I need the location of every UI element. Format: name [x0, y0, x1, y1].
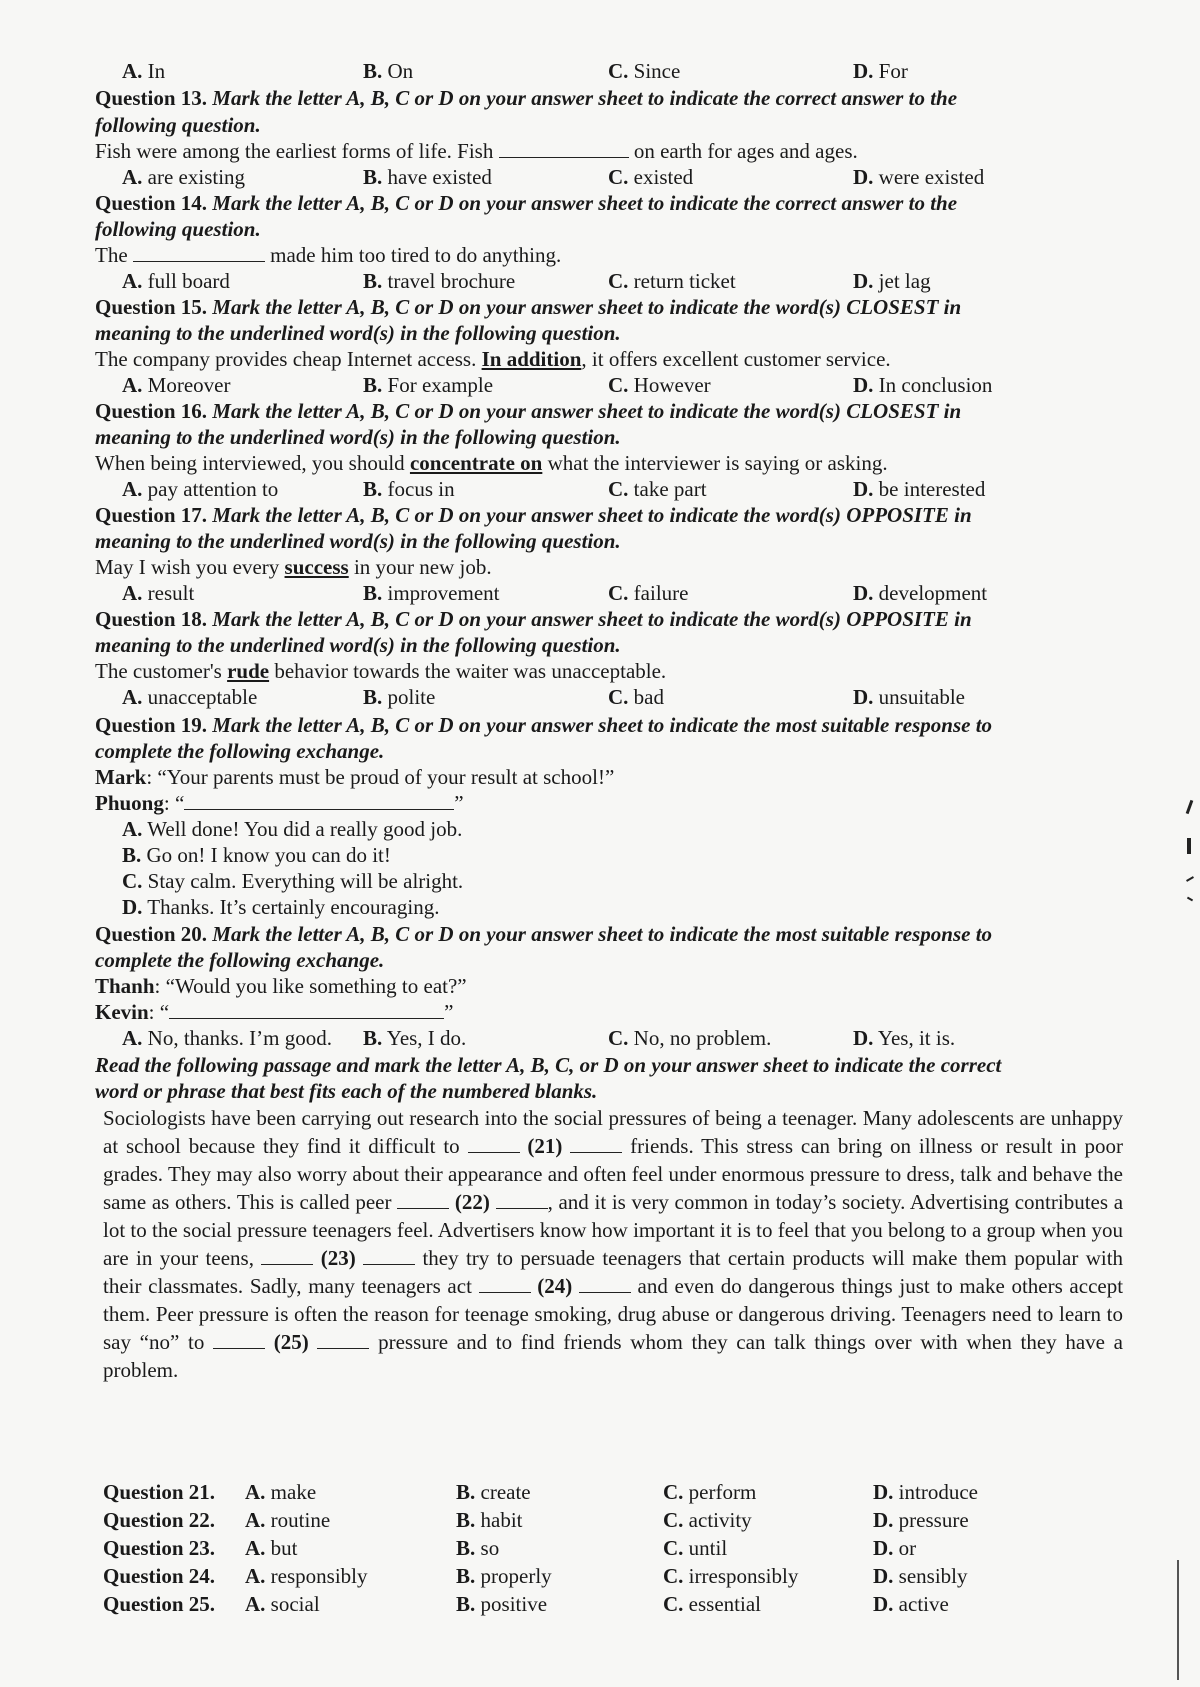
option-text: Yes, I do.: [386, 1026, 467, 1050]
quote-open: : “: [163, 791, 185, 815]
option-letter: B.: [363, 685, 383, 709]
question-instruction: complete the following exchange.: [95, 948, 385, 972]
q14-instruction-cont: [0, 215, 1200, 243]
q18-stem: [0, 657, 1200, 685]
q16-options: [0, 475, 1200, 503]
option-text: For: [878, 59, 908, 83]
option-text: responsibly: [270, 1564, 368, 1588]
q19-line2: [0, 789, 1200, 817]
option-letter: C.: [122, 869, 143, 893]
stem-text: on earth for ages and ages.: [633, 139, 858, 163]
answer-blank: [317, 1328, 369, 1349]
option-letter: D.: [873, 1592, 894, 1616]
option-text: pressure: [898, 1508, 969, 1532]
option-letter: B.: [363, 581, 383, 605]
question-number: Question 16.: [95, 399, 208, 423]
scan-edge-line: [1177, 1560, 1179, 1680]
option-letter: D.: [873, 1564, 894, 1588]
blank-number: (23): [320, 1246, 356, 1270]
passage-text: friends. This stress can bring on illness or result in poor grades. They may also worry about their appearance and often feel under enormous pressure to dress, talk and behave the same as others. This is called peer: [103, 1134, 1123, 1214]
option-letter: D.: [873, 1536, 894, 1560]
option-letter: A.: [122, 165, 143, 189]
option-letter: B.: [456, 1592, 476, 1616]
option-text: existed: [633, 165, 694, 189]
speaker-name: Kevin: [95, 1000, 149, 1024]
option-letter: B.: [122, 843, 142, 867]
option-letter: C.: [663, 1536, 684, 1560]
option-text: Go on! I know you can do it!: [146, 843, 391, 867]
dialogue-text: : “Your parents must be proud of your result at school!”: [146, 765, 615, 789]
question-instruction: Mark the letter A, B, C or D on your answer sheet to indicate the word(s) OPPOSITE in: [212, 503, 972, 527]
q13-instruction: [0, 84, 1200, 112]
option-text: or: [898, 1536, 917, 1560]
answer-blank: [579, 1272, 631, 1293]
q13-options: [0, 163, 1200, 191]
option-letter: A.: [245, 1508, 266, 1532]
option-letter: B.: [363, 373, 383, 397]
answer-blank: [479, 1272, 531, 1293]
answer-blank: [570, 1132, 622, 1153]
option-text: take part: [633, 477, 707, 501]
option-letter: D.: [853, 165, 874, 189]
blank-number: (24): [537, 1274, 573, 1298]
option-letter: B.: [456, 1564, 476, 1588]
option-letter: A.: [245, 1564, 266, 1588]
q19-instruction-cont: [0, 737, 1200, 765]
option-letter: C.: [663, 1564, 684, 1588]
stem-text: Fish were among the earliest forms of life. Fish: [95, 139, 494, 163]
option-text: No, no problem.: [633, 1026, 772, 1050]
option-letter: C.: [608, 477, 629, 501]
question-number: Question 21.: [103, 1480, 216, 1504]
quote-open: : “: [148, 1000, 170, 1024]
option-letter: B.: [363, 477, 383, 501]
option-text: bad: [633, 685, 664, 709]
answer-blank: [397, 1188, 449, 1209]
option-letter: A.: [122, 1026, 143, 1050]
option-letter: D.: [853, 1026, 874, 1050]
q15-instruction: [0, 293, 1200, 321]
option-text: improvement: [387, 581, 500, 605]
option-letter: D.: [873, 1480, 894, 1504]
q17-instruction-cont: [0, 527, 1200, 555]
stem-text: May I wish you every: [95, 555, 280, 579]
option-text: Thanks. It’s certainly encouraging.: [147, 895, 440, 919]
question-number: Question 22.: [103, 1508, 216, 1532]
stem-text: When being interviewed, you should: [95, 451, 405, 475]
answer-blank: [133, 241, 265, 262]
q18-instruction: [0, 605, 1200, 633]
option-letter: A.: [122, 685, 143, 709]
option-text: In conclusion: [878, 373, 993, 397]
passage-instruction-text: word or phrase that best fits each of the numbered blanks.: [95, 1079, 598, 1103]
option-text: unacceptable: [147, 685, 258, 709]
q18-instruction-cont: [0, 631, 1200, 659]
option-letter: A.: [122, 59, 143, 83]
stem-text: behavior towards the waiter was unacceptable.: [274, 659, 667, 683]
option-text: habit: [480, 1508, 523, 1532]
question-number: Question 18.: [95, 607, 208, 631]
option-text: irresponsibly: [688, 1564, 799, 1588]
option-text: so: [480, 1536, 500, 1560]
option-letter: A.: [122, 817, 143, 841]
answer-blank: [261, 1244, 313, 1265]
option-letter: D.: [853, 685, 874, 709]
option-text: social: [270, 1592, 320, 1616]
q13-instruction-cont: [0, 111, 1200, 139]
stem-text: The: [95, 243, 128, 267]
q16-instruction-cont: [0, 423, 1200, 451]
answer-blank: [213, 1328, 265, 1349]
option-letter: B.: [363, 1026, 383, 1050]
q13-stem: [0, 137, 1200, 165]
question-instruction: complete the following exchange.: [95, 739, 385, 763]
option-letter: C.: [663, 1592, 684, 1616]
option-text: jet lag: [878, 269, 931, 293]
question-number: Question 23.: [103, 1536, 216, 1560]
option-letter: A.: [122, 477, 143, 501]
passage-text: and even do dangerous things just to make others accept them. Peer pressure is often the reason for teenage smoking, drug abuse or dangerous driving. Teenagers need to learn to say “no” to: [103, 1274, 1124, 1354]
option-text: until: [688, 1536, 728, 1560]
option-letter: A.: [245, 1592, 266, 1616]
option-text: result: [147, 581, 195, 605]
underlined-word: In addition: [481, 347, 582, 371]
q14-options: [0, 267, 1200, 295]
option-letter: D.: [853, 59, 874, 83]
option-text: create: [480, 1480, 531, 1504]
option-text: No, thanks. I’m good.: [147, 1026, 332, 1050]
question-instruction: Mark the letter A, B, C or D on your answer sheet to indicate the most suitable response to: [212, 713, 993, 737]
blank-number: (21): [527, 1134, 563, 1158]
q20-line2: [0, 998, 1200, 1026]
option-text: activity: [688, 1508, 752, 1532]
question-instruction: following question.: [95, 113, 261, 137]
option-text: make: [270, 1480, 317, 1504]
question-instruction: meaning to the underlined word(s) in the following question.: [95, 321, 621, 345]
blank-number: (22): [454, 1190, 490, 1214]
option-letter: C.: [608, 165, 629, 189]
option-text: positive: [480, 1592, 548, 1616]
speaker-name: Phuong: [95, 791, 164, 815]
option-letter: B.: [363, 269, 383, 293]
option-text: pay attention to: [147, 477, 279, 501]
q14-instruction: [0, 189, 1200, 217]
q16-instruction: [0, 397, 1200, 425]
q20-line1: [0, 972, 1200, 1000]
passage-instruction-cont: [0, 1077, 1200, 1105]
q15-instruction-cont: [0, 319, 1200, 347]
answer-blank: [468, 1132, 520, 1153]
option-letter: C.: [608, 581, 629, 605]
option-text: For example: [387, 373, 494, 397]
option-letter: A.: [245, 1536, 266, 1560]
q15-options: [0, 371, 1200, 399]
stem-text: , it offers excellent customer service.: [581, 347, 891, 371]
option-letter: D.: [853, 477, 874, 501]
scan-mark: [1187, 838, 1191, 854]
option-text: In: [147, 59, 166, 83]
option-text: However: [633, 373, 711, 397]
passage-text: Sociologists have been carrying out research into the social pressures of being a teenager. Many adolescents are unhappy at school because they find it difficult to: [103, 1106, 1123, 1158]
passage-text: , and it is very common in today’s society. Advertising contributes a lot to the social pressure teenagers feel. Advertisers know how important it is to feel that you belong to a group when you are in your teens,: [103, 1190, 1124, 1270]
option-text: Since: [633, 59, 681, 83]
underlined-word: concentrate on: [409, 451, 543, 475]
question-number: Question 13.: [95, 86, 208, 110]
option-letter: C.: [663, 1480, 684, 1504]
passage-text: they try to persuade teenagers that certain products will make them popular with their classmates. Sadly, many teenagers act: [103, 1246, 1124, 1298]
option-letter: A.: [122, 581, 143, 605]
option-text: perform: [688, 1480, 757, 1504]
answer-blank: [499, 137, 629, 158]
option-text: introduce: [898, 1480, 978, 1504]
q19-line1: [0, 763, 1200, 791]
option-letter: B.: [456, 1536, 476, 1560]
option-text: return ticket: [633, 269, 736, 293]
passage-text: pressure and to find friends whom they can talk things over with when they have a problem.: [103, 1330, 1124, 1382]
answer-blank: [496, 1188, 548, 1209]
q19-instruction: [0, 711, 1200, 739]
option-letter: D.: [853, 269, 874, 293]
option-text: full board: [147, 269, 230, 293]
stem-text: in your new job.: [353, 555, 492, 579]
answer-blank: [169, 998, 444, 1019]
option-text: Well done! You did a really good job.: [147, 817, 463, 841]
question-instruction: Mark the letter A, B, C or D on your answer sheet to indicate the word(s) CLOSEST in: [212, 399, 962, 423]
q17-instruction: [0, 501, 1200, 529]
q19-option-b: [0, 841, 1200, 869]
option-letter: B.: [363, 165, 383, 189]
stem-text: what the interviewer is saying or asking.: [547, 451, 888, 475]
question-instruction: Mark the letter A, B, C or D on your answer sheet to indicate the correct answer to the: [212, 191, 958, 215]
option-text: sensibly: [898, 1564, 968, 1588]
option-text: travel brochure: [387, 269, 516, 293]
option-letter: D.: [122, 895, 143, 919]
option-letter: C.: [608, 685, 629, 709]
option-text: On: [387, 59, 414, 83]
question-instruction: Mark the letter A, B, C or D on your answer sheet to indicate the most suitable response to: [212, 922, 993, 946]
question-instruction: Mark the letter A, B, C or D on your answer sheet to indicate the word(s) CLOSEST in: [212, 295, 962, 319]
option-letter: A.: [245, 1480, 266, 1504]
question-number: Question 24.: [103, 1564, 216, 1588]
option-text: essential: [688, 1592, 761, 1616]
underlined-word: rude: [227, 659, 270, 683]
q20-options: [0, 1024, 1200, 1052]
option-letter: A.: [122, 373, 143, 397]
question-instruction: Mark the letter A, B, C or D on your answer sheet to indicate the word(s) OPPOSITE in: [212, 607, 972, 631]
question-number: Question 19.: [95, 713, 208, 737]
question-instruction: following question.: [95, 217, 261, 241]
speaker-name: Mark: [95, 765, 147, 789]
option-letter: C.: [663, 1508, 684, 1532]
option-text: have existed: [387, 165, 492, 189]
option-text: focus in: [387, 477, 455, 501]
q19-option-a: [0, 815, 1200, 843]
underlined-word: success: [284, 555, 349, 579]
option-text: failure: [633, 581, 689, 605]
option-text: polite: [387, 685, 436, 709]
option-text: development: [878, 581, 988, 605]
passage-paragraph: [103, 1104, 1123, 1384]
q19-option-c: [0, 867, 1200, 895]
passage-instruction: [0, 1051, 1200, 1079]
quote-close: ”: [454, 791, 464, 815]
option-text: unsuitable: [878, 685, 965, 709]
option-letter: B.: [456, 1508, 476, 1532]
question-instruction: meaning to the underlined word(s) in the following question.: [95, 425, 621, 449]
option-letter: D.: [853, 581, 874, 605]
q19-option-d: [0, 893, 1200, 921]
option-text: but: [270, 1536, 298, 1560]
passage-instruction-text: Read the following passage and mark the letter A, B, C, or D on your answer sheet to indicate the correct: [95, 1053, 1002, 1077]
option-letter: A.: [122, 269, 143, 293]
option-letter: B.: [363, 59, 383, 83]
question-number: Question 20.: [95, 922, 208, 946]
option-text: Moreover: [147, 373, 231, 397]
answer-blank: [184, 789, 454, 810]
question-instruction: meaning to the underlined word(s) in the following question.: [95, 529, 621, 553]
option-letter: C.: [608, 59, 629, 83]
stem-text: made him too tired to do anything.: [270, 243, 562, 267]
question-instruction: meaning to the underlined word(s) in the following question.: [95, 633, 621, 657]
option-letter: D.: [873, 1508, 894, 1532]
option-letter: B.: [456, 1480, 476, 1504]
option-text: properly: [480, 1564, 552, 1588]
q20-instruction-cont: [0, 946, 1200, 974]
option-letter: C.: [608, 269, 629, 293]
q14-stem: [0, 241, 1200, 269]
answer-blank: [363, 1244, 415, 1265]
stem-text: The company provides cheap Internet access.: [95, 347, 477, 371]
option-text: active: [898, 1592, 949, 1616]
question-number: Question 17.: [95, 503, 208, 527]
option-letter: C.: [608, 373, 629, 397]
stem-text: The customer's: [95, 659, 222, 683]
q15-stem: [0, 345, 1200, 373]
q18-options: [0, 683, 1200, 711]
q17-stem: [0, 553, 1200, 581]
speaker-name: Thanh: [95, 974, 155, 998]
q16-stem: [0, 449, 1200, 477]
q20-instruction: [0, 920, 1200, 948]
question-number: Question 15.: [95, 295, 208, 319]
option-text: Yes, it is.: [877, 1026, 956, 1050]
question-number: Question 25.: [103, 1592, 216, 1616]
question-number: Question 14.: [95, 191, 208, 215]
blank-number: (25): [273, 1330, 309, 1354]
option-text: routine: [270, 1508, 331, 1532]
option-text: are existing: [147, 165, 246, 189]
q12-options: [0, 57, 1200, 85]
reading-passage: [103, 1104, 1123, 1384]
q17-options: [0, 579, 1200, 607]
option-text: were existed: [878, 165, 985, 189]
option-letter: C.: [608, 1026, 629, 1050]
dialogue-text: : “Would you like something to eat?”: [154, 974, 467, 998]
option-text: be interested: [878, 477, 986, 501]
option-text: Stay calm. Everything will be alright.: [147, 869, 464, 893]
option-letter: D.: [853, 373, 874, 397]
quote-close: ”: [444, 1000, 454, 1024]
question-instruction: Mark the letter A, B, C or D on your answer sheet to indicate the correct answer to the: [212, 86, 958, 110]
